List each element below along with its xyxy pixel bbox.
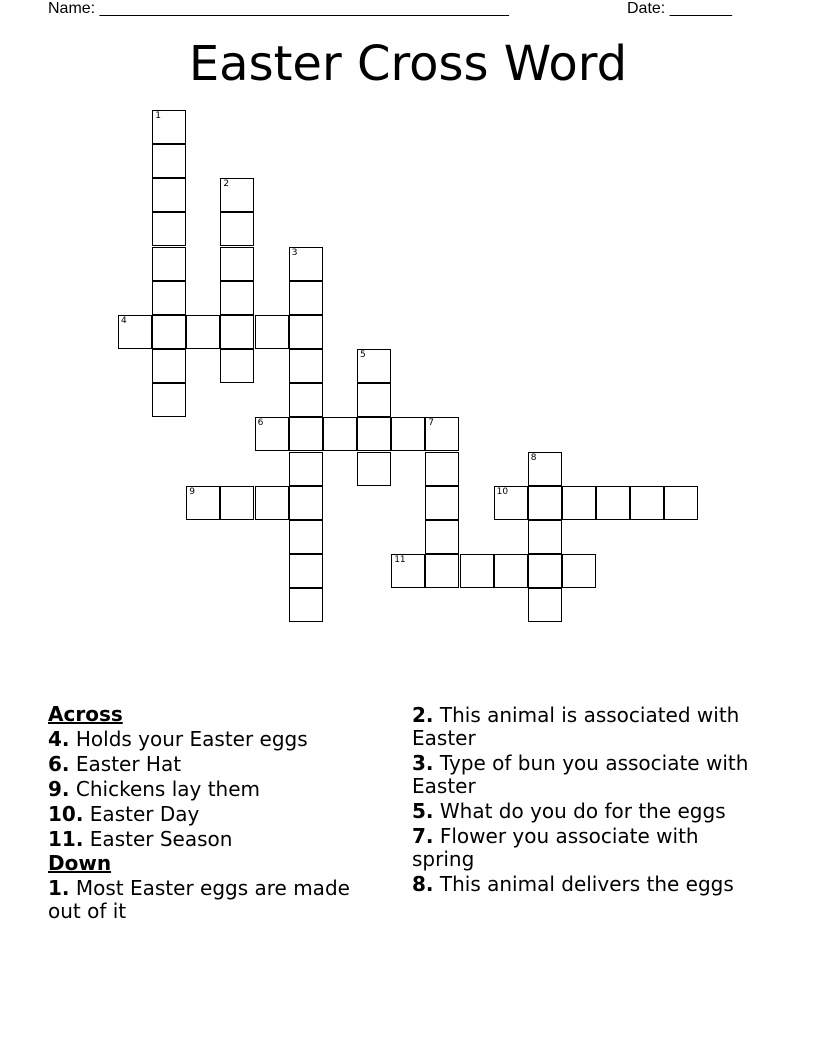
grid-cell[interactable] <box>152 383 186 417</box>
grid-cell[interactable] <box>152 144 186 178</box>
grid-cell[interactable] <box>425 417 459 451</box>
clue-text: What do you do for the eggs <box>439 799 726 823</box>
page-title: Easter Cross Word <box>188 36 628 92</box>
grid-cell[interactable] <box>528 554 562 588</box>
grid-cell[interactable] <box>357 383 391 417</box>
grid-cell[interactable] <box>289 417 323 451</box>
clue-number: 8. <box>412 872 434 896</box>
grid-cell[interactable] <box>289 588 323 622</box>
clue-number-label: 8 <box>530 452 537 463</box>
clue-text: Chickens lay them <box>75 777 261 801</box>
clue-number-label: 9 <box>189 486 196 497</box>
grid-cell[interactable] <box>152 178 186 212</box>
across-clue-list <box>48 728 378 851</box>
grid-cell[interactable] <box>152 212 186 246</box>
clue-text: Type of bun you associate with Easter <box>412 751 749 798</box>
grid-cell[interactable] <box>118 315 152 349</box>
grid-cell[interactable] <box>220 486 254 520</box>
clue-number-label: 7 <box>428 418 435 429</box>
grid-cell[interactable] <box>528 588 562 622</box>
clue-text: Easter Day <box>89 802 200 826</box>
clue-text: Easter Season <box>89 827 233 851</box>
grid-cell[interactable] <box>425 554 459 588</box>
grid-cell[interactable] <box>357 417 391 451</box>
grid-cell[interactable] <box>562 486 596 520</box>
clue-item <box>412 825 752 871</box>
grid-cell[interactable] <box>220 212 254 246</box>
clue-number: 4. <box>48 727 70 751</box>
clue-text: Flower you associate with spring <box>412 824 699 871</box>
clue-number: 1. <box>48 876 70 900</box>
clue-number-label: 4 <box>121 315 127 326</box>
date-field[interactable]: Date: _______ <box>627 0 732 17</box>
clue-number-label: 11 <box>394 555 406 565</box>
clue-number: 5. <box>412 799 434 823</box>
grid-cell[interactable] <box>425 452 459 486</box>
clue-item <box>48 828 378 851</box>
grid-cell[interactable] <box>630 486 664 520</box>
down-clue-list <box>48 877 378 923</box>
grid-cell[interactable] <box>186 486 220 520</box>
grid-cell[interactable] <box>323 417 357 451</box>
grid-cell[interactable] <box>255 315 289 349</box>
clue-number-label: 10 <box>496 486 509 497</box>
grid-cell[interactable] <box>152 349 186 383</box>
grid-cell[interactable] <box>220 178 254 212</box>
grid-cell[interactable] <box>494 554 528 588</box>
clue-number: 7. <box>412 824 434 848</box>
down-clue-list-continued <box>412 704 752 896</box>
clues-left-column <box>48 702 378 923</box>
clue-number: 10. <box>48 802 84 826</box>
grid-cell[interactable] <box>152 281 186 315</box>
grid-cell[interactable] <box>562 554 596 588</box>
clues-right-column <box>412 702 752 896</box>
clue-text: Holds your Easter eggs <box>75 727 308 751</box>
clue-text: This animal delivers the eggs <box>439 872 734 896</box>
grid-cell[interactable] <box>391 417 425 451</box>
grid-cell[interactable] <box>664 486 698 520</box>
clue-number-label: 1 <box>155 111 161 121</box>
name-field[interactable]: Name: ______________________________________________ <box>48 0 509 17</box>
grid-cell[interactable] <box>289 315 323 349</box>
clue-number-label: 6 <box>257 418 264 429</box>
clue-number-label: 3 <box>291 247 298 258</box>
clue-text: Easter Hat <box>75 752 182 776</box>
grid-cell[interactable] <box>255 417 289 451</box>
grid-cell[interactable] <box>289 520 323 554</box>
grid-cell[interactable] <box>460 554 494 588</box>
grid-cell[interactable] <box>425 486 459 520</box>
down-heading: Down <box>48 851 112 875</box>
across-heading: Across <box>48 702 123 726</box>
grid-cell[interactable] <box>255 486 289 520</box>
grid-cell[interactable] <box>596 486 630 520</box>
clue-number: 9. <box>48 777 70 801</box>
grid-cell[interactable] <box>289 383 323 417</box>
grid-cell[interactable] <box>289 281 323 315</box>
clue-item <box>412 800 752 823</box>
grid-cell[interactable] <box>289 486 323 520</box>
grid-cell[interactable] <box>289 247 323 281</box>
grid-cell[interactable] <box>152 110 186 144</box>
clue-number: 6. <box>48 752 70 776</box>
clue-item <box>412 704 752 750</box>
grid-cell[interactable] <box>528 520 562 554</box>
clue-number-label: 2 <box>223 179 230 190</box>
grid-cell[interactable] <box>425 520 459 554</box>
clue-item <box>412 873 752 896</box>
clue-number: 3. <box>412 751 434 775</box>
grid-cell[interactable] <box>220 315 254 349</box>
grid-cell[interactable] <box>220 247 254 281</box>
grid-cell[interactable] <box>289 349 323 383</box>
grid-cell[interactable] <box>494 486 528 520</box>
grid-cell[interactable] <box>357 349 391 383</box>
clue-item <box>48 728 378 751</box>
grid-cell[interactable] <box>357 452 391 486</box>
grid-cell[interactable] <box>391 554 425 588</box>
grid-cell[interactable] <box>289 554 323 588</box>
grid-cell[interactable] <box>528 486 562 520</box>
grid-cell[interactable] <box>152 315 186 349</box>
clue-item <box>412 752 752 798</box>
grid-cell[interactable] <box>289 452 323 486</box>
clue-number: 2. <box>412 703 434 727</box>
clue-item <box>48 877 378 923</box>
clue-number-label: 5 <box>360 350 366 360</box>
clue-item <box>48 778 378 801</box>
clue-text: This animal is associated with Easter <box>412 703 740 750</box>
grid-cell[interactable] <box>220 281 254 315</box>
grid-cell[interactable] <box>528 452 562 486</box>
grid-cell[interactable] <box>152 247 186 281</box>
clue-text: Most Easter eggs are made out of it <box>48 876 350 923</box>
clue-number: 11. <box>48 827 84 851</box>
grid-cell[interactable] <box>186 315 220 349</box>
clue-item <box>48 803 378 826</box>
grid-cell[interactable] <box>220 349 254 383</box>
clue-item <box>48 753 378 776</box>
